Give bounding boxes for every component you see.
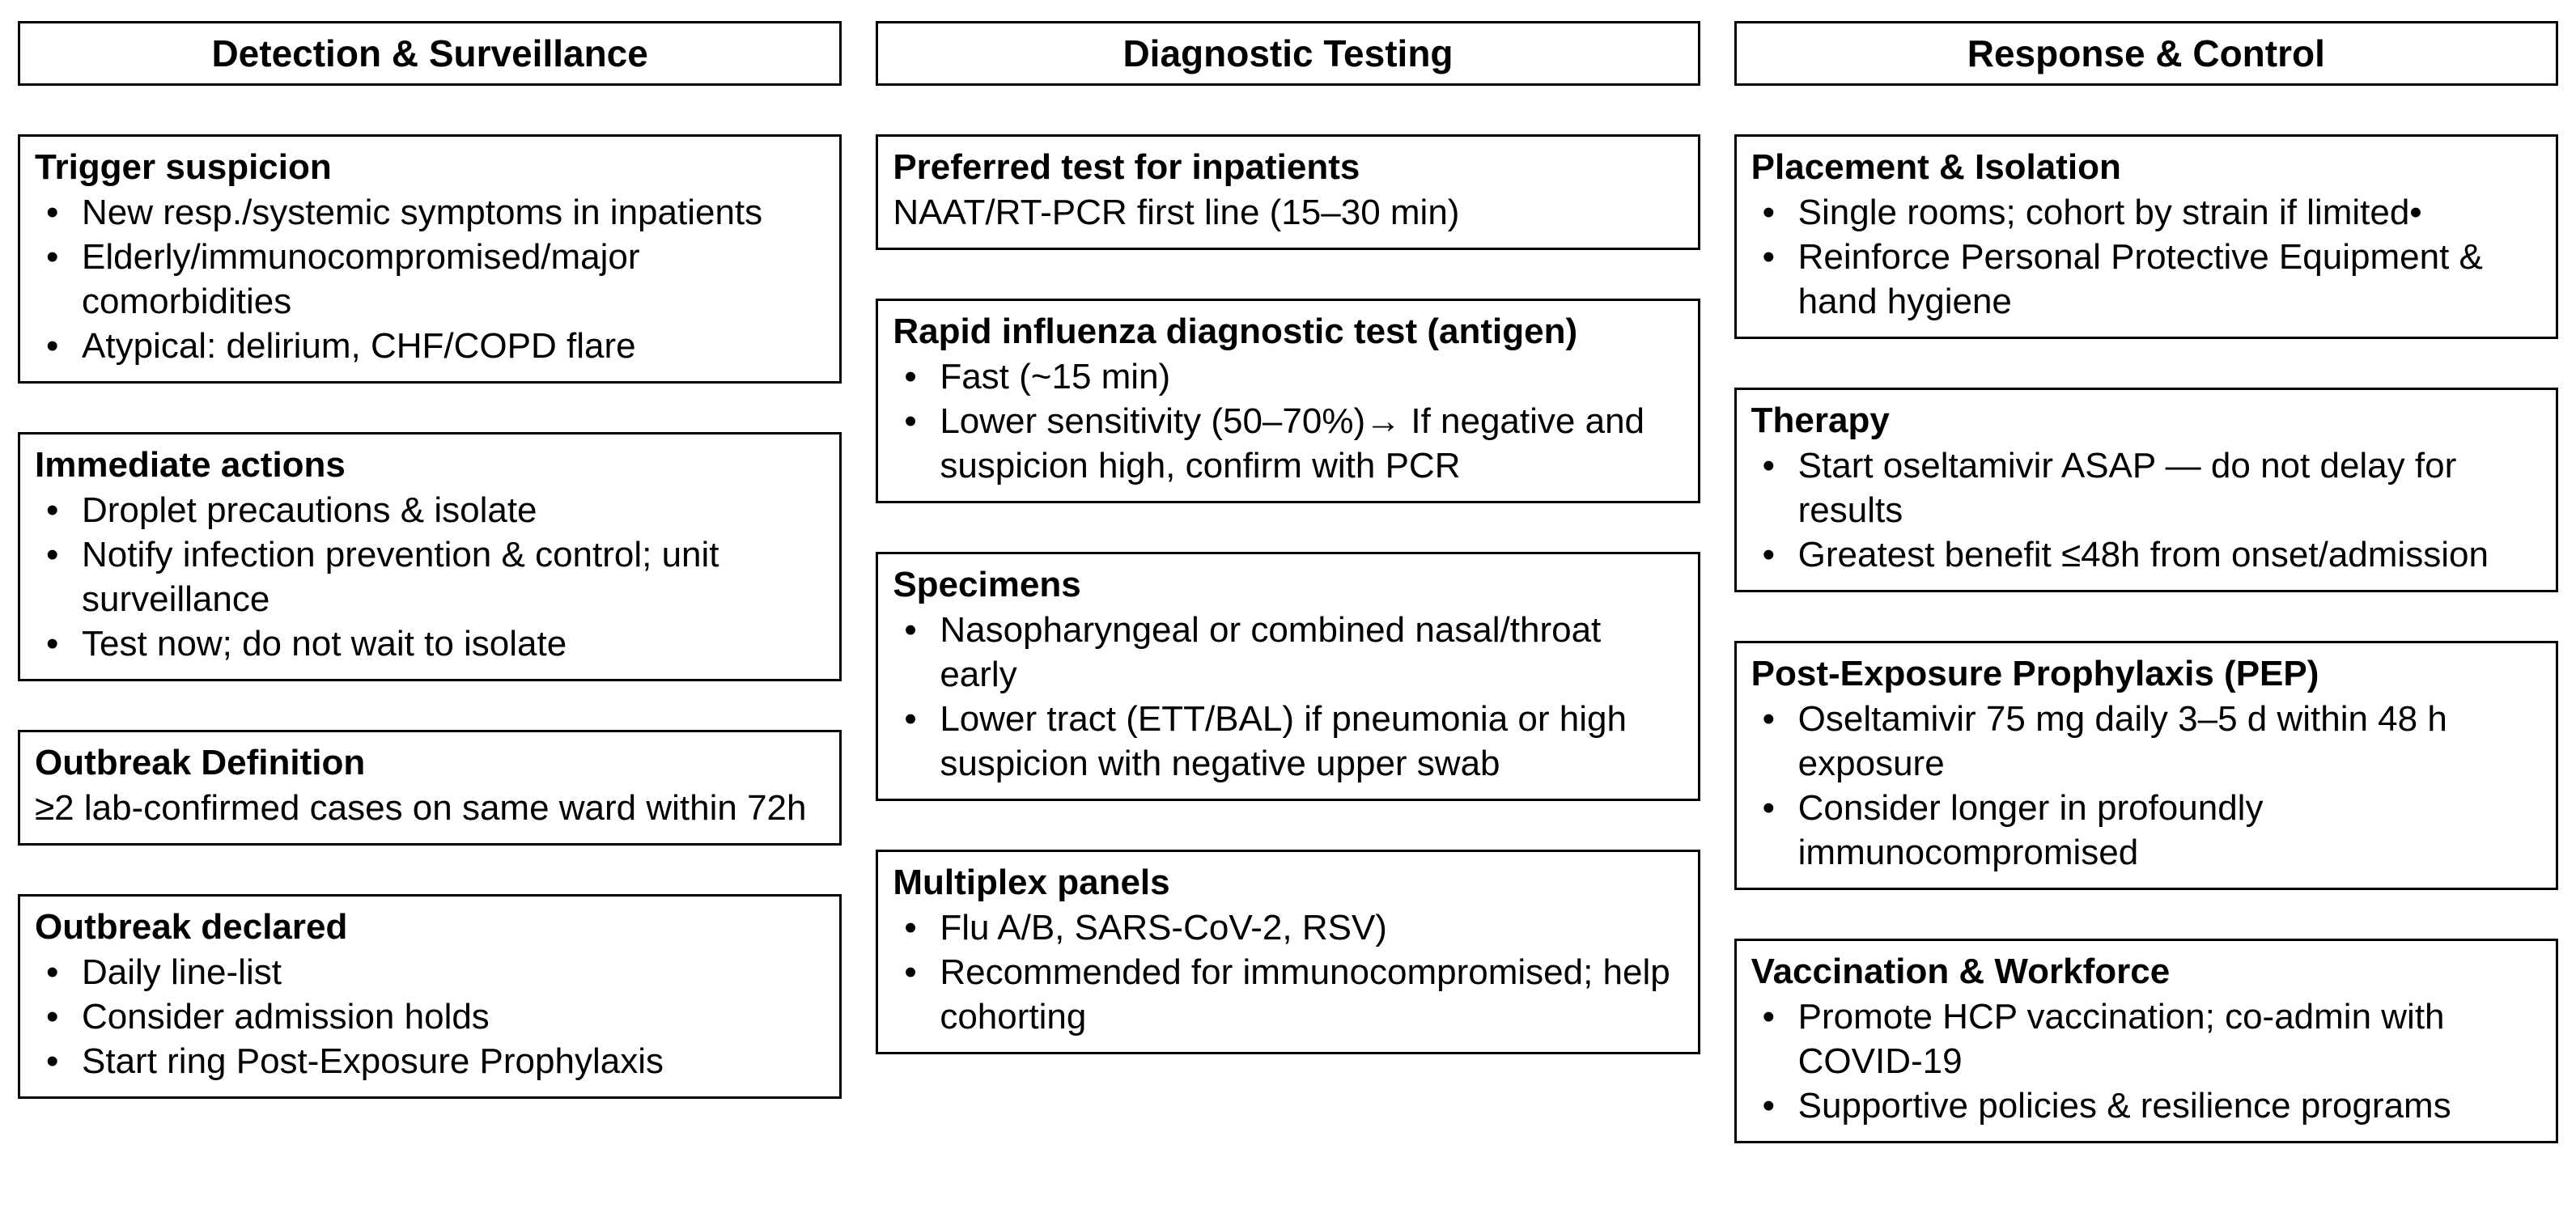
bullet-item: • Elderly/immunocompromised/major comorbidities (35, 235, 825, 324)
column-header-response (1734, 21, 2558, 86)
bullet-item: • Single rooms; cohort by strain if limited• (1751, 190, 2541, 235)
bullet-list (35, 190, 825, 368)
bullet-list (35, 488, 825, 666)
box-specimens (876, 552, 1700, 801)
box-placement-isolation (1734, 134, 2558, 339)
bullet-item: • Nasopharyngeal or combined nasal/throat early (893, 608, 1683, 697)
box-title: Vaccination & Workforce (1751, 952, 2171, 991)
bullet-item: • Promote HCP vaccination; co-admin with COVID-19 (1751, 994, 2541, 1083)
column-diagnostic-testing (876, 21, 1700, 1198)
box-title: Multiplex panels (893, 863, 1170, 902)
column-header-title: Detection & Surveillance (211, 32, 648, 74)
bullet-list (1751, 994, 2541, 1128)
bullet-item: • Test now; do not wait to isolate (35, 621, 825, 666)
box-outbreak-declared (18, 894, 842, 1099)
box-title: Trigger suspicion (35, 147, 332, 187)
column-detection-surveillance (18, 21, 842, 1198)
box-title: Immediate actions (35, 445, 346, 485)
bullet-list (893, 354, 1683, 488)
column-header-title: Diagnostic Testing (1122, 32, 1454, 74)
box-vaccination-workforce (1734, 939, 2558, 1143)
bullet-item: • Droplet precautions & isolate (35, 488, 825, 532)
box-multiplex-panels (876, 850, 1700, 1054)
box-text: ≥2 lab-confirmed cases on same ward within 72h (35, 788, 807, 828)
bullet-item: • Reinforce Personal Protective Equipment & hand hygiene (1751, 235, 2541, 324)
box-outbreak-definition (18, 730, 842, 846)
box-preferred-test (876, 134, 1700, 250)
bullet-item: • Lower sensitivity (50–70%)→ If negative and suspicion high, confirm with PCR (893, 399, 1683, 488)
bullet-list (1751, 443, 2541, 577)
box-title: Therapy (1751, 401, 1890, 440)
bullet-item: • Recommended for immunocompromised; help cohorting (893, 950, 1683, 1039)
bullet-list (893, 905, 1683, 1039)
column-header-diagnostic (876, 21, 1700, 86)
bullet-item: • Lower tract (ETT/BAL) if pneumonia or high suspicion with negative upper swab (893, 697, 1683, 786)
box-therapy (1734, 388, 2558, 592)
box-title: Post-Exposure Prophylaxis (PEP) (1751, 654, 2319, 693)
bullet-item: • Supportive policies & resilience programs (1751, 1083, 2541, 1128)
bullet-item: • Consider longer in profoundly immunocompromised (1751, 786, 2541, 875)
box-title: Outbreak Definition (35, 743, 366, 782)
bullet-item: • New resp./systemic symptoms in inpatients (35, 190, 825, 235)
column-response-control (1734, 21, 2558, 1198)
bullet-list (1751, 697, 2541, 875)
bullet-item: • Atypical: delirium, CHF/COPD flare (35, 324, 825, 368)
bullet-item: • Flu A/B, SARS-CoV-2, RSV) (893, 905, 1683, 950)
bullet-item: • Greatest benefit ≤48h from onset/admission (1751, 532, 2541, 577)
bullet-item: • Oseltamivir 75 mg daily 3–5 d within 48 h exposure (1751, 697, 2541, 786)
bullet-item: • Start ring Post-Exposure Prophylaxis (35, 1039, 825, 1083)
box-post-exposure-prophylaxis (1734, 641, 2558, 890)
box-title: Placement & Isolation (1751, 147, 2121, 187)
bullet-list (893, 608, 1683, 786)
bullet-list (35, 950, 825, 1083)
column-header-detection (18, 21, 842, 86)
box-title: Rapid influenza diagnostic test (antigen) (893, 312, 1578, 351)
column-header-title: Response & Control (1967, 32, 2325, 74)
bullet-item: • Fast (~15 min) (893, 354, 1683, 399)
box-title: Specimens (893, 565, 1081, 604)
bullet-item: • Daily line-list (35, 950, 825, 994)
box-trigger-suspicion (18, 134, 842, 384)
box-title: Preferred test for inpatients (893, 147, 1360, 187)
box-text: NAAT/RT-PCR first line (15–30 min) (893, 193, 1460, 232)
bullet-item: • Start oseltamivir ASAP — do not delay for results (1751, 443, 2541, 532)
bullet-list (1751, 190, 2541, 324)
box-rapid-antigen-test (876, 299, 1700, 503)
box-immediate-actions (18, 432, 842, 681)
box-title: Outbreak declared (35, 907, 348, 947)
bullet-item: • Notify infection prevention & control; unit surveillance (35, 532, 825, 621)
bullet-item: • Consider admission holds (35, 994, 825, 1039)
